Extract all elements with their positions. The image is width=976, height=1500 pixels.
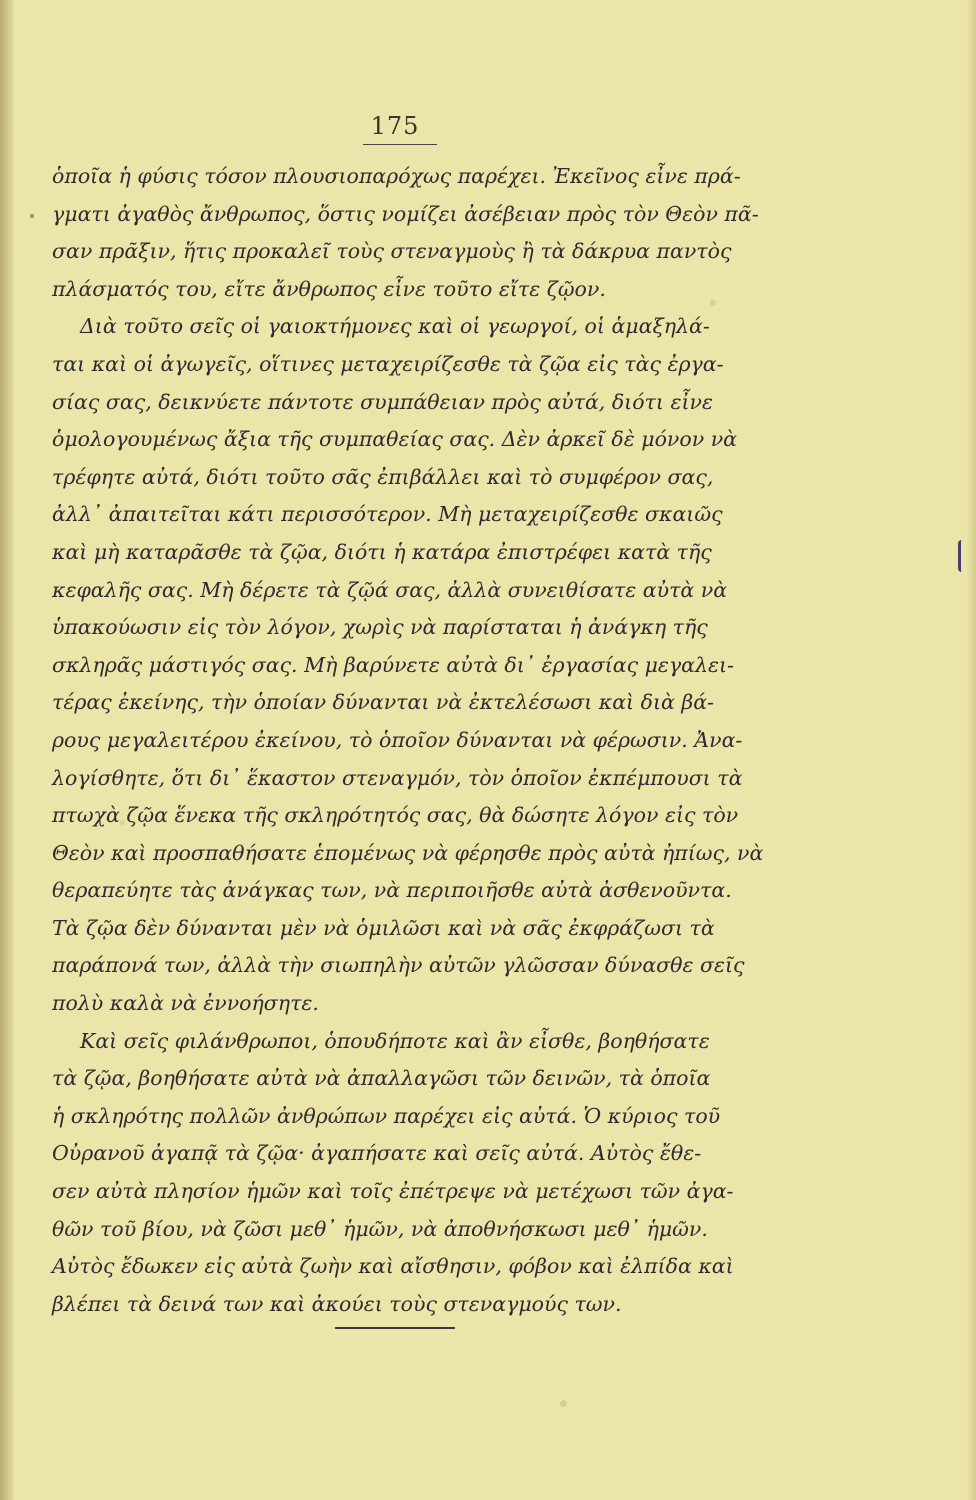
text-line: ρους μεγαλειτέρου ἐκείνου, τὸ ὁποῖον δύνανται νὰ φέρωσιν. Ἀνα- — [52, 727, 743, 752]
text-line: ἡ σκληρότης πολλῶν ἀνθρώπων παρέχει εἰς αὐτά. Ὁ κύριος τοῦ — [52, 1103, 721, 1128]
page-number-underline — [363, 144, 437, 145]
text-line: λογίσθητε, ὅτι δι᾽ ἕκαστον στεναγμόν, τὸν ὁποῖον ἐκπέμπουσι τὰ — [52, 765, 743, 790]
text-line: σεν αὐτὰ πλησίον ἡμῶν καὶ τοῖς ἐπέτρεψε νὰ μετέχωσι τῶν ἀγα- — [52, 1179, 734, 1204]
text-line: ὑπακούωσιν εἰς τὸν λόγον, χωρὶς νὰ παρίσταται ἡ ἀνάγκη τῆς — [52, 615, 708, 640]
text-line: σαν πρᾶξιν, ἥτις προκαλεῖ τοὺς στεναγμοὺς ἢ τὰ δάκρυα παντὸς — [52, 239, 732, 264]
text-line: καὶ μὴ καταρᾶσθε τὰ ζῷα, διότι ἡ κατάρα ἐπιστρέφει κατὰ τῆς — [52, 539, 712, 564]
text-line: σίας σας, δεικνύετε πάντοτε συμπάθειαν πρὸς αὐτά, διότι εἶνε — [52, 389, 713, 414]
text-line: θῶν τοῦ βίου, νὰ ζῶσι μεθ᾽ ἡμῶν, νὰ ἀποθνήσκωσι μεθ᾽ ἡμῶν. — [52, 1216, 708, 1241]
body-text — [52, 158, 792, 1323]
margin-bracket-mark — [958, 540, 965, 572]
text-line: τέρας ἐκείνης, τὴν ὁποίαν δύνανται νὰ ἐκτελέσωσι καὶ διὰ βά- — [52, 690, 714, 715]
text-line: τὰ ζῷα, βοηθήσατε αὐτὰ νὰ ἀπαλλαγῶσι τῶν δεινῶν, τὰ ὁποῖα — [52, 1066, 711, 1091]
text-line: Τὰ ζῷα δὲν δύνανται μὲν νὰ ὁμιλῶσι καὶ νὰ σᾶς ἐκφράζωσι τὰ — [52, 915, 715, 940]
text-line: ὁμολογουμένως ἄξια τῆς συμπαθείας σας. Δὲν ἀρκεῖ δὲ μόνον νὰ — [52, 427, 738, 452]
text-line: τρέφητε αὐτά, διότι τοῦτο σᾶς ἐπιβάλλει καὶ τὸ συμφέρον σας, — [52, 464, 714, 489]
paper-foxing-spot — [30, 214, 34, 218]
text-line: ἀλλ᾽ ἀπαιτεῖται κάτι περισσότερον. Μὴ μεταχειρίζεσθε σκαιῶς — [52, 502, 723, 527]
edge-shadow — [966, 0, 976, 1500]
gutter-shadow — [0, 0, 14, 1500]
text-line: γματι ἀγαθὸς ἄνθρωπος, ὅστις νομίζει ἀσέβειαν πρὸς τὸν Θεὸν πᾶ- — [52, 201, 759, 226]
text-line: Διὰ τοῦτο σεῖς οἱ γαιοκτήμονες καὶ οἱ γεωργοί, οἱ ἁμαξηλά- — [80, 314, 710, 339]
text-line: παράπονά των, ἀλλὰ τὴν σιωπηλὴν αὐτῶν γλῶσσαν δύνασθε σεῖς — [52, 953, 745, 978]
paper-foxing-spot — [560, 1400, 567, 1407]
text-line: Καὶ σεῖς φιλάνθρωποι, ὁπουδήποτε καὶ ἂν εἶσθε, βοηθήσατε — [80, 1028, 710, 1053]
text-line: κεφαλῆς σας. Μὴ δέρετε τὰ ζῷά σας, ἀλλὰ συνειθίσατε αὐτὰ νὰ — [52, 577, 728, 602]
text-line: σκληρᾶς μάστιγός σας. Μὴ βαρύνετε αὐτὰ δι᾽ ἐργασίας μεγαλει- — [52, 652, 734, 677]
text-line: πτωχὰ ζῷα ἕνεκα τῆς σκληρότητός σας, θὰ δώσητε λόγον εἰς τὸν — [52, 803, 739, 828]
text-line: ὁποῖα ἡ φύσις τόσον πλουσιοπαρόχως παρέχει. Ἐκεῖνος εἶνε πρά- — [52, 164, 741, 188]
page-number: 175 — [370, 112, 420, 140]
text-line: Οὐρανοῦ ἀγαπᾷ τὰ ζῷα· ἀγαπήσατε καὶ σεῖς αὐτά. Αὐτὸς ἔθε- — [52, 1141, 702, 1166]
text-line: πλάσματός του, εἴτε ἄνθρωπος εἶνε τοῦτο εἴτε ζῷον. — [52, 276, 606, 301]
text-line: ται καὶ οἱ ἀγωγεῖς, οἵτινες μεταχειρίζεσθε τὰ ζῷα εἰς τὰς ἐργα- — [52, 351, 724, 376]
section-end-rule — [335, 1327, 455, 1329]
text-line: Αὐτὸς ἔδωκεν εἰς αὐτὰ ζωὴν καὶ αἴσθησιν, φόβον καὶ ἐλπίδα καὶ — [52, 1254, 734, 1279]
text-line: πολὺ καλὰ νὰ ἐννοήσητε. — [52, 991, 319, 1016]
text-line: θεραπεύητε τὰς ἀνάγκας των, νὰ περιποιῆσθε αὐτὰ ἀσθενοῦντα. — [52, 878, 732, 903]
text-line: βλέπει τὰ δεινά των καὶ ἀκούει τοὺς στεναγμούς των. — [52, 1291, 622, 1316]
text-line: Θεὸν καὶ προσπαθήσατε ἑπομένως νὰ φέρησθε πρὸς αὐτὰ ἠπίως, νὰ — [52, 840, 764, 865]
